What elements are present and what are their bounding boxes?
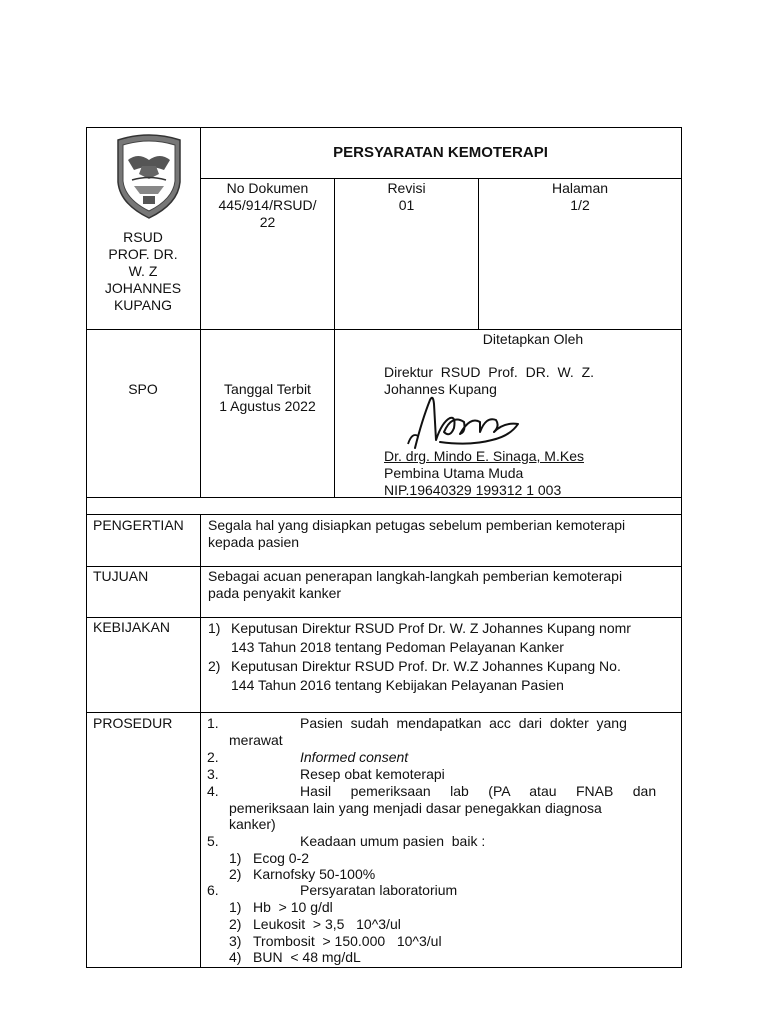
list-item: 1) Keputusan Direktur RSUD Prof Dr. W. Z Johannes Kupang nomr 143 Tahun 2018 tentang Pedoman Pelayanan Kanker (208, 620, 631, 655)
revisi: Revisi 01 (387, 180, 426, 213)
list-item-number: 4. (207, 783, 219, 799)
list-item-number: 1. (207, 715, 219, 731)
sub-item: Hb > 10 g/dl (253, 899, 333, 915)
sub-item-number: 3) (229, 933, 242, 949)
tanggal-terbit: Tanggal Terbit 1 Agustus 2022 (219, 381, 316, 414)
signature (400, 392, 525, 454)
pengertian-text: Segala hal yang disiapkan petugas sebelum pemberian kemoterapi kepada pasien (208, 517, 626, 550)
list-item-number: 2. (207, 749, 219, 765)
sub-item: Trombosit > 150.000 10^3/ul (253, 933, 442, 949)
list-item-number: 3. (207, 766, 219, 782)
sub-item: Ecog 0-2 (253, 850, 310, 866)
sub-item-number: 1) (229, 899, 242, 915)
sub-item: Leukosit > 3,5 10^3/ul (253, 916, 401, 932)
list-item: Persyaratan laboratorium (300, 882, 458, 898)
list-item-continued: pemeriksaan lain yang menjadi dasar penegakkan diagnosa (229, 800, 602, 816)
hospital-name: RSUD PROF. DR. W. Z JOHANNES KUPANG (104, 229, 182, 313)
ditetapkan-oleh: Ditetapkan Oleh (482, 331, 584, 347)
direktur-title: Direktur RSUD Prof. DR. W. Z. Johannes Kupang (384, 364, 595, 397)
list-item-continued: merawat (229, 732, 283, 748)
sub-item: BUN < 48 mg/dL (253, 949, 361, 965)
tujuan-text: Sebagai acuan penerapan langkah-langkah pemberian kemoterapi pada penyakit kanker (208, 568, 623, 601)
sub-item-number: 2) (229, 866, 242, 882)
list-item: Hasil pemeriksaan lab (PA atau FNAB dan (300, 783, 657, 799)
signatory-name: Dr. drg. Mindo E. Sinaga, M.Kes (384, 448, 584, 464)
prosedur-label: PROSEDUR (93, 715, 173, 731)
list-item: Resep obat kemoterapi (300, 766, 445, 782)
sub-item: Karnofsky 50-100% (253, 866, 376, 882)
signatory-rank: Pembina Utama Muda (384, 465, 524, 481)
list-item: Informed consent (300, 749, 409, 765)
kebijakan-label: KEBIJAKAN (93, 619, 171, 635)
no-dokumen: No Dokumen 445/914/RSUD/ 22 (218, 180, 317, 230)
document-title: PERSYARATAN KEMOTERAPI (333, 144, 548, 161)
kebijakan-list (208, 619, 678, 695)
list-item-number: 6. (207, 882, 219, 898)
list-item-continued: kanker) (229, 816, 276, 832)
list-item-number: 5. (207, 833, 219, 849)
spo-label: SPO (128, 381, 158, 397)
sub-item-number: 1) (229, 850, 242, 866)
list-item: Pasien sudah mendapatkan acc dari dokter yang (300, 715, 627, 731)
pengertian-label: PENGERTIAN (93, 517, 184, 533)
signatory-nip: NIP.19640329 199312 1 003 (384, 482, 562, 498)
sub-item-number: 2) (229, 916, 242, 932)
list-item: Keadaan umum pasien baik : (300, 833, 486, 849)
list-item: 2) Keputusan Direktur RSUD Prof. Dr. W.Z Johannes Kupang No. 144 Tahun 2016 tentang Kebijakan Pelayanan Pasien (208, 658, 621, 693)
sub-item-number: 4) (229, 949, 242, 965)
hospital-logo (112, 130, 186, 222)
tujuan-label: TUJUAN (93, 568, 149, 584)
halaman: Halaman 1/2 (551, 180, 609, 213)
